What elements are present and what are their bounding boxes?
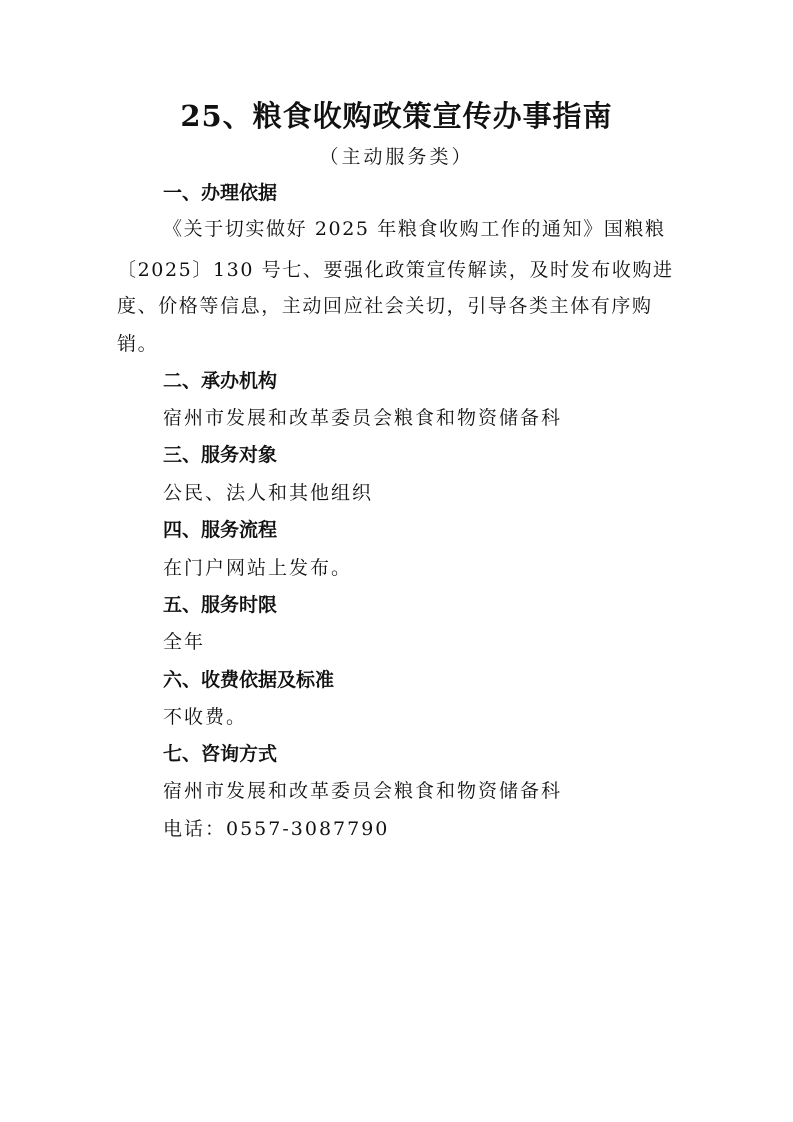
section-heading-contact: 七、咨询方式 [163, 743, 278, 765]
section-heading-fees: 六、收费依据及标准 [163, 669, 335, 691]
section-body-organization: 宿州市发展和改革委员会粮食和物资储备科 [163, 407, 563, 429]
section-heading-process: 四、服务流程 [163, 519, 278, 541]
section-heading-time-limit: 五、服务时限 [163, 594, 278, 616]
section-body-contact-phone: 电话：0557-3087790 [163, 818, 390, 840]
section-heading-basis: 一、办理依据 [163, 182, 278, 204]
paragraph-line: 《关于切实做好 2025 年粮食收购工作的通知》国粮粮 [163, 218, 666, 240]
section-body-fees: 不收费。 [163, 706, 248, 728]
section-body-basis [117, 214, 677, 355]
section-body-contact-org: 宿州市发展和改革委员会粮食和物资储备科 [163, 780, 563, 802]
section-body-process: 在门户网站上发布。 [163, 557, 353, 579]
section-heading-organization: 二、承办机构 [163, 370, 278, 392]
paragraph-line: 销。 [117, 333, 159, 355]
paragraph-line: 度、价格等信息，主动回应社会关切，引导各类主体有序购 [117, 295, 653, 317]
document-subtitle: （主动服务类） [319, 146, 474, 168]
section-body-audience: 公民、法人和其他组织 [163, 482, 374, 504]
section-body-time-limit: 全年 [163, 631, 206, 653]
section-heading-audience: 三、服务对象 [163, 444, 278, 466]
paragraph-line: 〔2025〕130 号七、要强化政策宣传解读，及时发布收购进 [117, 259, 674, 281]
document-title: 25、粮食收购政策宣传办事指南 [180, 99, 613, 133]
